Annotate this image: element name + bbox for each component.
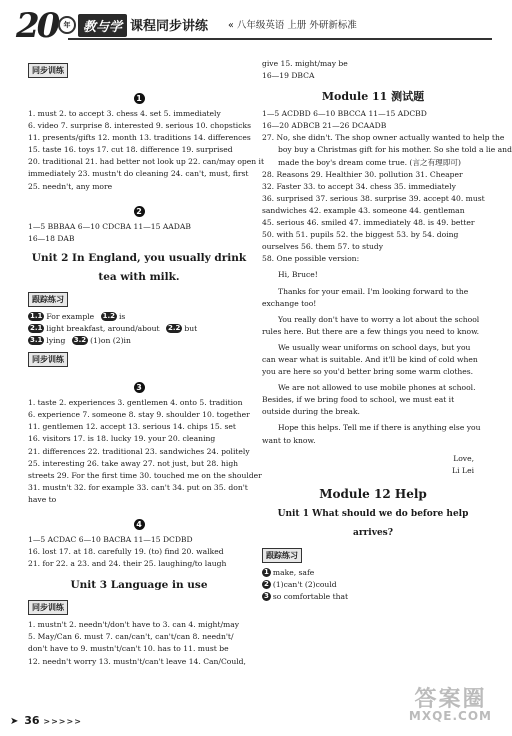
tracking-answer: 3.1 lying 3.2 (1)on (2)in — [30, 336, 131, 346]
answer-line: 20. traditional 21. had better not look up 22. can/may open it — [28, 157, 265, 167]
answer-line: 50. with 51. pupils 52. the biggest 53. by 54. doing — [262, 230, 459, 240]
page-header — [8, 6, 492, 46]
logo-number: 20 — [16, 6, 58, 46]
tracking-answer: 1.1 For example 1.2 is — [30, 311, 126, 321]
header-title: 课程同步讲练 — [130, 19, 209, 34]
letter-closing: Love, — [453, 453, 474, 463]
footer-dots: >>>>> — [43, 717, 82, 726]
answer-line: give 15. might/may be — [262, 59, 348, 68]
answer-line: 21. for 22. a 23. and 24. their 25. laughing/to laugh — [28, 559, 227, 569]
answer-line: 36. surprised 37. serious 38. surprise 39. accept 40. must — [262, 193, 485, 203]
answer-line: don't have to 9. mustn't/can't 10. has to 11. must be — [28, 644, 229, 654]
answer-line: 6. experience 7. someone 8. stay 9. shoulder 10. together — [28, 410, 250, 420]
section-tag: 同步训练 — [28, 600, 68, 615]
answer-line: 1. mustn't 2. needn't/don't have to 3. can 4. might/may — [28, 620, 240, 630]
header-divider — [68, 38, 492, 40]
answer-line: 58. One possible version: — [262, 254, 360, 264]
tracking-answer: 2.1 light breakfast, around/about 2.2 but — [30, 323, 198, 333]
answer-line: 15. taste 16. toys 17. cut 18. difference 19. surprised — [28, 145, 233, 155]
answer-line: 11. gentlemen 12. accept 13. serious 14. chips 15. set — [28, 422, 236, 432]
exercise-number: 3 — [28, 375, 250, 394]
answer-line: 5. May/Can 6. must 7. can/can't, can't/can 8. needn't/ — [28, 632, 234, 642]
module-title: Module 12 Help — [319, 486, 427, 501]
page-number: 36 — [24, 714, 40, 727]
right-column — [262, 58, 512, 603]
tracking-answer: 3 so comfortable that — [264, 592, 349, 601]
answer-line: streets 29. For the first time 30. touched me on the shoulder — [28, 470, 262, 480]
tracking-answer: 2 (1)can't (2)could — [264, 579, 337, 589]
answer-line: 16—19 DBCA — [262, 71, 315, 81]
section-tag: 跟踪练习 — [28, 292, 68, 307]
header-subtitle: « 八年级英语 上册 外研新标准 — [228, 20, 357, 31]
answer-line: have to — [28, 494, 57, 504]
answer-line: 45. serious 46. smiled 47. immediately 48. is 49. better — [262, 218, 475, 228]
answer-line: 16—20 ADBCB 21—26 DCAADB — [262, 121, 387, 131]
exercise-number: 2 — [28, 199, 250, 218]
module-title: Module 11 测试题 — [321, 90, 425, 104]
answer-line: 12. needn't worry 13. mustn't/can't leave 14. Can/Could, — [28, 656, 246, 666]
letter-paragraph: We are not allowed to use mobile phones at school. Besides, if we bring food to school, we must eat it outside during the break. — [262, 383, 476, 417]
answer-line: 21. differences 22. traditional 23. sandwiches 24. politely — [28, 446, 250, 456]
answer-line: immediately 23. mustn't do cleaning 24. can't, must, first — [28, 169, 249, 179]
arrow-icon: ➤ — [10, 716, 19, 727]
unit-title: Unit 3 Language in use — [70, 579, 208, 592]
letter-signature: Li Lei — [452, 465, 474, 475]
answer-line: 25. interesting 26. take away 27. not just, but 28. high — [28, 458, 239, 468]
logo-badge: 年 — [58, 16, 76, 34]
letter-paragraph: You really don't have to worry a lot about the school rules here. But there are a few things you need to know. — [262, 314, 480, 336]
answer-line: 1—5 ACDAC 6—10 BACBA 11—15 DCDBD — [28, 534, 193, 544]
tracking-answer: 1 make, safe — [264, 567, 315, 577]
exercise-number: 1 — [28, 86, 250, 105]
unit-title: Unit 2 In England, you usually drink tea with milk. — [31, 251, 247, 283]
answer-line: 1—5 BBBAA 6—10 CDCBA 11—15 AADAB — [28, 221, 191, 231]
section-tag: 同步训练 — [28, 63, 68, 78]
answer-line: 25. needn't, any more — [28, 181, 113, 191]
answer-line: 1—5 ACDBD 6—10 BBCCA 11—15 ADCBD — [262, 109, 427, 119]
answer-line: 32. Faster 33. to accept 34. chess 35. immediately — [262, 181, 456, 191]
answer-line: sandwiches 42. example 43. someone 44. gentleman — [262, 205, 465, 215]
watermark: 答案圈 MXQE.COM — [408, 687, 492, 723]
answer-line: 1. must 2. to accept 3. chess 4. set 5. immediately — [28, 109, 221, 118]
brand-label: 教与学 — [78, 14, 127, 37]
answer-line: 16. visitors 17. is 18. lucky 19. your 20. cleaning — [28, 434, 216, 444]
answer-line: 6. video 7. surprise 8. interested 9. serious 10. chopsticks — [28, 121, 251, 131]
section-tag: 同步训练 — [28, 352, 68, 367]
section-tag: 跟踪练习 — [262, 548, 302, 563]
letter-paragraph: Thanks for your email. I'm looking forward to the exchange too! — [262, 286, 469, 308]
letter-greeting: Hi, Bruce! — [278, 270, 318, 280]
exercise-number: 4 — [28, 512, 250, 531]
answer-line: 1. taste 2. experiences 3. gentlemen 4. onto 5. tradition — [28, 398, 243, 408]
answer-line: 16. lost 17. at 18. carefully 19. (to) find 20. walked — [28, 547, 224, 557]
letter-paragraph: We usually wear uniforms on school days, but you can wear what is suitable. And it'll be kind of cold when you are here so you'd better bring some warm clothes. — [262, 342, 478, 377]
answer-line: 27. No, she didn't. The shop owner actually wanted to help the — [262, 133, 505, 143]
page-footer — [10, 714, 82, 727]
answer-line: 31. mustn't 32. for example 33. can't 34. put on 35. don't — [28, 482, 248, 492]
letter-paragraph: Hope this helps. Tell me if there is anything else you want to know. — [262, 423, 481, 445]
left-column — [28, 58, 265, 668]
answer-line: made the boy's dream come true. (言之有理即可) — [278, 157, 461, 167]
answer-line: boy buy a Christmas gift for his mother. So she told a lie and — [278, 145, 512, 155]
unit-title: Unit 1 What should we do before help arrives? — [277, 508, 469, 538]
answer-line: 11. presents/gifts 12. month 13. traditions 14. differences — [28, 133, 251, 143]
answer-line: 16—18 DAB — [28, 233, 75, 243]
answer-line: 28. Reasons 29. Healthier 30. pollution 31. Cheaper — [262, 169, 463, 179]
answer-line: ourselves 56. them 57. to study — [262, 242, 384, 252]
